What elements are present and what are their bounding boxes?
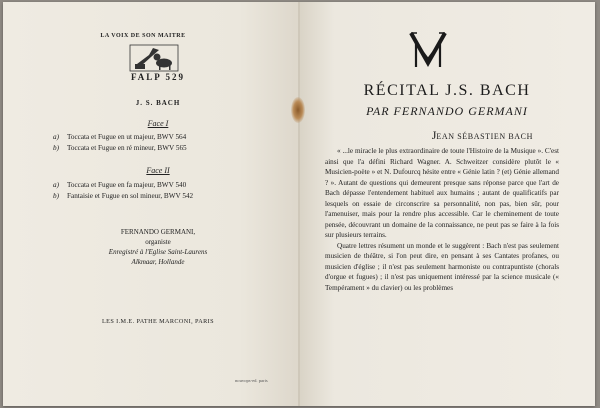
track-row xyxy=(53,192,193,200)
track-title: Fantaisie et Fugue en sol mineur, BWV 542 xyxy=(67,192,194,200)
heading-initial: J xyxy=(431,128,437,142)
performer-name: FERNANDO GERMANI, xyxy=(120,228,196,236)
track-row xyxy=(53,133,186,141)
track-letter: b) xyxy=(53,192,59,200)
composer-name: J. S. BACH xyxy=(135,99,181,107)
track-row xyxy=(53,181,186,189)
face-2-label: Face II xyxy=(146,166,170,175)
track-letter: a) xyxy=(53,133,59,141)
paragraph: « ...le miracle le plus extraordinaire de toute l'Histoire de la Musique ». C'est ainsi que l'a défini Richard Wagner. A. Schweitzer considère plutôt le « Musicien-poète » et N. Dufourcq hésite entre « Génie latin ? (et) Génie allemand ? ». Autant de questions qui demeurent presque sans réponse parce que l'art de Bach dépasse l'entendement habituel aux humains ; autant de qualificatifs par lesquels on essaie de circonscrire sa personnalité, non pas, bien sûr, pour l'amenuiser, mais pour la rendre plus accessible. Car le cheminement de toute pensée, découvrant un domaine de la connaissance, ne peut pas se faire à la fois sur plusieurs terrains. xyxy=(325,147,559,239)
face-1-label: Face I xyxy=(147,119,169,128)
track-row xyxy=(53,144,187,152)
paragraph: Quatre lettres résument un monde et le suggèrent : Bach n'est pas seulement musicien de théâtre, si l'on peut dire, en pensant à ses Cantates profanes, ou musicien d'église ; il n'est pas seulement harmoniste ou contrapuntiste (chorals d'orgue et fugues) ; il n'est pas uniquement intéressé par la science musicale (« Tempérament » du clavier) ou les problèmes xyxy=(325,241,559,292)
gramophone-dog-icon xyxy=(129,44,179,72)
track-title: Toccata et Fugue en fa majeur, BWV 540 xyxy=(67,181,187,189)
track-letter: b) xyxy=(53,144,59,152)
publisher-line: LES I.M.E. PATHE MARCONI, PARIS xyxy=(102,318,214,325)
recital-title: RÉCITAL J.S. BACH xyxy=(363,82,531,99)
label-name: LA VOIX DE SON MAITRE xyxy=(100,33,186,39)
track-letter: a) xyxy=(53,181,59,189)
body-text xyxy=(325,146,559,293)
catalog-number: FALP 529 xyxy=(130,72,186,82)
track-title: Toccata et Fugue en ré mineur, BWV 565 xyxy=(67,144,187,152)
printer-credit: nouvops-ed. paris xyxy=(235,378,268,383)
recording-location: Enregistré à l'Eglise Saint-Laurens xyxy=(108,248,208,256)
heading-rest: EAN SÉBASTIEN BACH xyxy=(436,132,533,141)
recording-city: Alkmaar, Hollande xyxy=(131,258,185,266)
section-heading xyxy=(432,128,533,143)
recital-subtitle: PAR FERNANDO GERMANI xyxy=(366,104,528,118)
booklet xyxy=(3,2,595,406)
center-fold xyxy=(298,2,300,406)
vm-monogram-icon xyxy=(407,29,449,71)
track-title: Toccata et Fugue en ut majeur, BWV 564 xyxy=(67,133,187,141)
performer-role: organiste xyxy=(145,238,171,246)
